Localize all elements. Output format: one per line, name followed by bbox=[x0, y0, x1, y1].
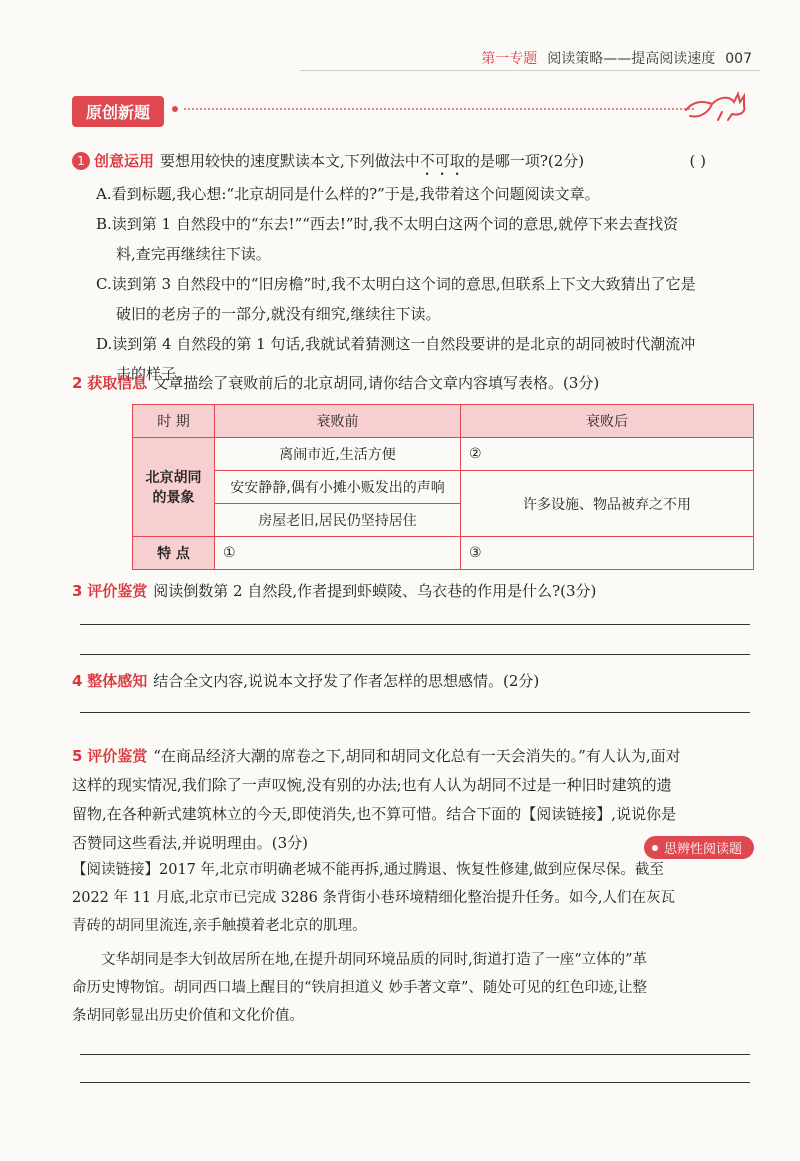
answer-line[interactable] bbox=[80, 712, 750, 713]
table-row-header-scene: 北京胡同的景象 bbox=[133, 438, 215, 537]
answer-line[interactable] bbox=[80, 654, 750, 655]
question-number: 3 bbox=[72, 582, 83, 600]
page-header bbox=[481, 48, 752, 68]
table-cell: 房屋老旧,居民仍坚持居住 bbox=[215, 504, 461, 537]
option-text: A.看到标题,我心想:“北京胡同是什么样的?”于是,我带着这个问题阅读文章。 bbox=[96, 185, 600, 203]
answer-blank-3[interactable]: ③ bbox=[461, 537, 754, 570]
reading-link-text: 2017 年,北京市明确老城不能再拆,通过腾退、恢复性修建,做到应保尽保。截至 bbox=[159, 862, 664, 878]
header-rule bbox=[300, 70, 760, 71]
question-stem: “在商品经济大潮的席卷之下,胡同和胡同文化总有一天会消失的。”有人认为,面对 bbox=[153, 747, 681, 765]
header-title: 阅读策略——提高阅读速度 bbox=[547, 51, 716, 67]
table-header-before: 衰败前 bbox=[215, 405, 461, 438]
option-text-cont: 击的样子。 bbox=[116, 365, 192, 383]
answer-blank-1[interactable]: ① bbox=[215, 537, 461, 570]
question-4 bbox=[72, 666, 754, 696]
badge-dot bbox=[172, 106, 178, 112]
question-stem: 结合全文内容,说说本文抒发了作者怎样的思想感情。(2分) bbox=[153, 672, 540, 690]
answer-line[interactable] bbox=[80, 1082, 750, 1083]
question-stem: 阅读倒数第 2 自然段,作者提到虾蟆陵、乌衣巷的作用是什么?(3分) bbox=[153, 582, 597, 600]
option-c bbox=[72, 269, 754, 329]
bracket-left: 【 bbox=[72, 862, 87, 878]
question-number: 2 bbox=[72, 374, 83, 392]
reading-link-text: 命历史博物馆。胡同西口墙上醒目的“铁肩担道义 妙手著文章”、随处可见的红色印迹,让整 bbox=[72, 980, 648, 996]
option-text: D.读到第 4 自然段的第 1 句话,我就试着猜测这一自然段要讲的是北京的胡同被时代潮流冲 bbox=[96, 335, 696, 353]
reading-link-text: 文华胡同是李大钊故居所在地,在提升胡同环境品质的同时,街道打造了一座“立体的”革 bbox=[101, 952, 648, 968]
table-cell: 许多设施、物品被弃之不用 bbox=[461, 471, 754, 537]
option-b bbox=[72, 209, 754, 269]
section-badge: 原创新题 bbox=[72, 96, 164, 127]
question-stem-end: 的是哪一项?(2分) bbox=[464, 152, 585, 170]
reading-link-text: 条胡同彰显出历史价值和文化价值。 bbox=[72, 1008, 304, 1024]
question-stem: 要想用较快的速度默读本文,下列做法中 bbox=[160, 152, 420, 170]
reading-link-text: 2022 年 11 月底,北京市已完成 3286 条背街小巷环境精细化整治提升任务。如今,人们在灰瓦 bbox=[72, 890, 676, 906]
question-tag: 获取信息 bbox=[87, 374, 148, 392]
table-header-after: 衰败后 bbox=[461, 405, 754, 438]
option-text: B.读到第 1 自然段中的“东去!”“西去!”时,我不太明白这两个词的意思,就停下来去查找资 bbox=[96, 215, 679, 233]
option-text-cont: 料,查完再继续往下读。 bbox=[116, 245, 271, 263]
question-3 bbox=[72, 576, 754, 606]
question-stem: 文章描绘了衰败前后的北京胡同,请你结合文章内容填写表格。(3分) bbox=[153, 374, 600, 392]
answer-line[interactable] bbox=[80, 624, 750, 625]
reading-link-label: 阅读链接 bbox=[86, 862, 145, 878]
question-2 bbox=[72, 368, 754, 398]
option-text: C.读到第 3 自然段中的“旧房檐”时,我不太明白这个词的意思,但联系上下文大致猜出了它是 bbox=[96, 275, 696, 293]
header-topic: 第一专题 bbox=[481, 51, 538, 67]
table-cell: 离闹市近,生活方便 bbox=[215, 438, 461, 471]
reading-link bbox=[72, 856, 754, 1030]
question-stem-line: 这样的现实情况,我们除了一声叹惋,没有别的办法;也有人认为胡同不过是一种旧时建筑的遗 bbox=[72, 776, 672, 794]
dotted-divider bbox=[184, 108, 694, 110]
question-stem-line: 留物,在各种新式建筑林立的今天,即使消失,也不算可惜。结合下面的【阅读链接】,说说你是 bbox=[72, 805, 677, 823]
bracket-right: 】 bbox=[144, 862, 159, 878]
question-tag: 整体感知 bbox=[87, 672, 148, 690]
question-number: 1 bbox=[72, 152, 90, 170]
question-tag: 评价鉴赏 bbox=[87, 747, 148, 765]
answer-blank-2[interactable]: ② bbox=[461, 438, 754, 471]
question-tag: 评价鉴赏 bbox=[87, 582, 148, 600]
option-text-cont: 破旧的老房子的一部分,就没有细究,继续往下读。 bbox=[116, 305, 441, 323]
table-header-period: 时 期 bbox=[133, 405, 215, 438]
table-cell: 安安静静,偶有小摊小贩发出的声响 bbox=[215, 471, 461, 504]
reading-link-text: 青砖的胡同里流连,亲手触摸着老北京的肌理。 bbox=[72, 918, 367, 934]
page-number: 007 bbox=[725, 51, 752, 67]
option-a bbox=[72, 179, 754, 209]
question-number: 5 bbox=[72, 747, 83, 765]
question-tag: 创意运用 bbox=[94, 152, 155, 170]
question-1 bbox=[72, 146, 754, 389]
answer-parentheses: ( ) bbox=[689, 152, 706, 170]
comparison-table bbox=[132, 404, 754, 570]
emphasis-text: 不可取 bbox=[419, 152, 465, 170]
table-row-header-feature: 特 点 bbox=[133, 537, 215, 570]
question-stem-line: 否赞同这些看法,并说明理由。(3分) bbox=[72, 834, 309, 852]
answer-line[interactable] bbox=[80, 1054, 750, 1055]
cat-icon bbox=[682, 84, 752, 124]
question-number: 4 bbox=[72, 672, 83, 690]
critical-reading-tag: 思辨性阅读题 bbox=[644, 836, 754, 859]
